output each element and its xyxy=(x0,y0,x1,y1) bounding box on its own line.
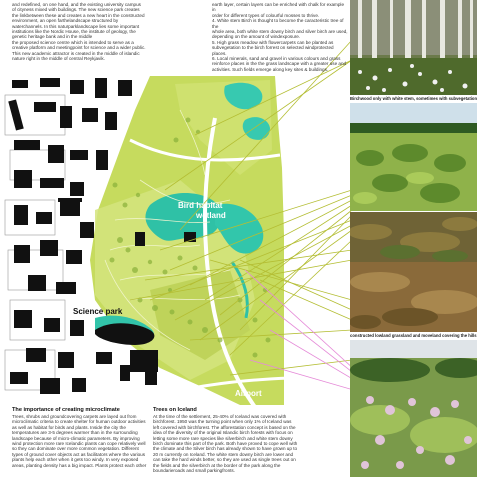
microclimate-text xyxy=(12,414,150,468)
design-line: earth layer, certain layers can be enriched with chalk for example in xyxy=(212,2,345,13)
science-park-label: Science park xyxy=(73,307,123,316)
trees-line: boundarieroads and small parkingfronts. xyxy=(153,468,235,474)
intro-line: institutions like the Nordic House, the institute of geology, the xyxy=(12,29,136,35)
microclimate-line: microclimatic criteria to create shelter for human outdoor activities xyxy=(12,419,146,425)
intro-line: This new academic attractor is created in the middle of islandic xyxy=(12,50,140,56)
trees-line: birch dominate this part of the park. Both have proved to cope well with xyxy=(153,441,298,447)
photo-caption-grassland: constructed lowland grassland and moveland covering the hills xyxy=(350,333,477,338)
design-line: subvegetation to the birch forrest on selected windprotected places. xyxy=(212,45,334,56)
intro-line: environment, an open farthelandscape structured by xyxy=(12,18,119,24)
design-line: activities. Such fields emerge along key sites & buildings. xyxy=(212,66,329,72)
birch-stems-photo xyxy=(350,0,477,95)
microclimate-line: as well as habitat for birds and plants. Inside the city the xyxy=(12,424,126,430)
trees-line: 20 m currently on Iceland. The white stem downy birch are lower and xyxy=(153,451,294,457)
intro-line: the proposed science centre which is intended to serve as a xyxy=(12,39,134,45)
intro-line: of cityness mixed with buildings. The new science park creates xyxy=(12,7,140,13)
wetland-label: wetland xyxy=(196,211,226,220)
flower-meadow-photo xyxy=(350,340,477,477)
design-line: reinforce places in the the grass landscape with a greater use and xyxy=(212,61,347,67)
trees-line: birchforest. 1950 was the turning point when only 1% of Iceland was xyxy=(153,419,292,425)
microclimate-line: wind protection more rare Icelandic plants can cope relatively well xyxy=(12,441,146,447)
bird-habitat-label: Bird habitat xyxy=(178,201,223,210)
microclimate-line: plants help each other when it gets too windy. In very exposed xyxy=(12,457,139,463)
trees-line: the climate and the Silver birch has already shown to have grown up to xyxy=(153,446,298,452)
microclimate-title: The importance of creating microclimate xyxy=(12,407,120,413)
trees-line: At the time of the settlement, 25-40% of Iceland was covered with xyxy=(153,414,287,419)
microclimate-line: landscape because of micro-climatic parameters. By improving xyxy=(12,435,140,441)
trees-line: letting some more rare species like silverbirch and white stem downy xyxy=(153,435,293,441)
intro-line: and redefined, on one hand, and the existing university campus xyxy=(12,2,141,7)
design-line: order for different types of colourful mosses to thrive. xyxy=(212,12,320,18)
design-notes xyxy=(212,2,348,72)
willow-birch-photo xyxy=(350,103,477,211)
microclimate-line: so they can dominate over more common vegetation. Different xyxy=(12,446,139,452)
trees-text xyxy=(153,414,348,473)
trees-line: left covered with birchforest. The afforestation concept is based on the xyxy=(153,424,296,430)
photo-caption-birchwood: Birchwood only with white stem, sometimes with subvegetation xyxy=(350,96,477,101)
microclimate-line: areas, planting density has a big impact. Plants protect each other xyxy=(12,462,147,468)
microclimate-line: types of ground cover objects act as facilitators where the various xyxy=(12,451,146,457)
design-line: 4. White stem Birch is thought to become the caracteristic tree of the xyxy=(212,18,344,29)
microclimate-line: Trees, shrubs and groundcovering carpets are layed out from xyxy=(12,414,137,419)
trees-line: idea of the diversity of the original Islandic birch forests with focus on xyxy=(153,430,293,436)
design-line: 6. Local minerals, sand and gravel in various colours and grass xyxy=(212,56,341,62)
intro-line: nature right in the middle of central Reykjavik. xyxy=(12,56,105,62)
intro-text xyxy=(12,2,202,61)
intro-line: waterchannels. In this naturparklandscape lies some important xyxy=(12,23,140,29)
moss-heath-photo xyxy=(350,212,477,262)
design-line: depending on the amount of windexposure. xyxy=(212,34,301,40)
design-line: whole area, both white stem downy birch and silver birch are used, xyxy=(212,29,348,35)
trees-title: Trees on Iceland xyxy=(153,407,197,413)
intro-line: creative platform and meetingpoint for science and a wider public. xyxy=(12,45,146,51)
intro-line: genetic heritage bank and in the middle xyxy=(12,34,93,40)
airport-label: Airport xyxy=(235,389,262,398)
lava-grassland-photo xyxy=(350,262,477,332)
intro-line: the linkbetween these and creates a new heart in the constructed xyxy=(12,12,145,18)
trees-line: the fields and the silverbirch at the border of the park along the xyxy=(153,462,281,468)
design-line: 5. High grass meadow with flowercarpets can be planted as xyxy=(212,39,334,45)
microclimate-line: temperatures are 3-5 degrees warmer than in the surrounding xyxy=(12,430,138,436)
trees-line: can take the hard winds better, so they are used as single trees out on xyxy=(153,457,296,463)
